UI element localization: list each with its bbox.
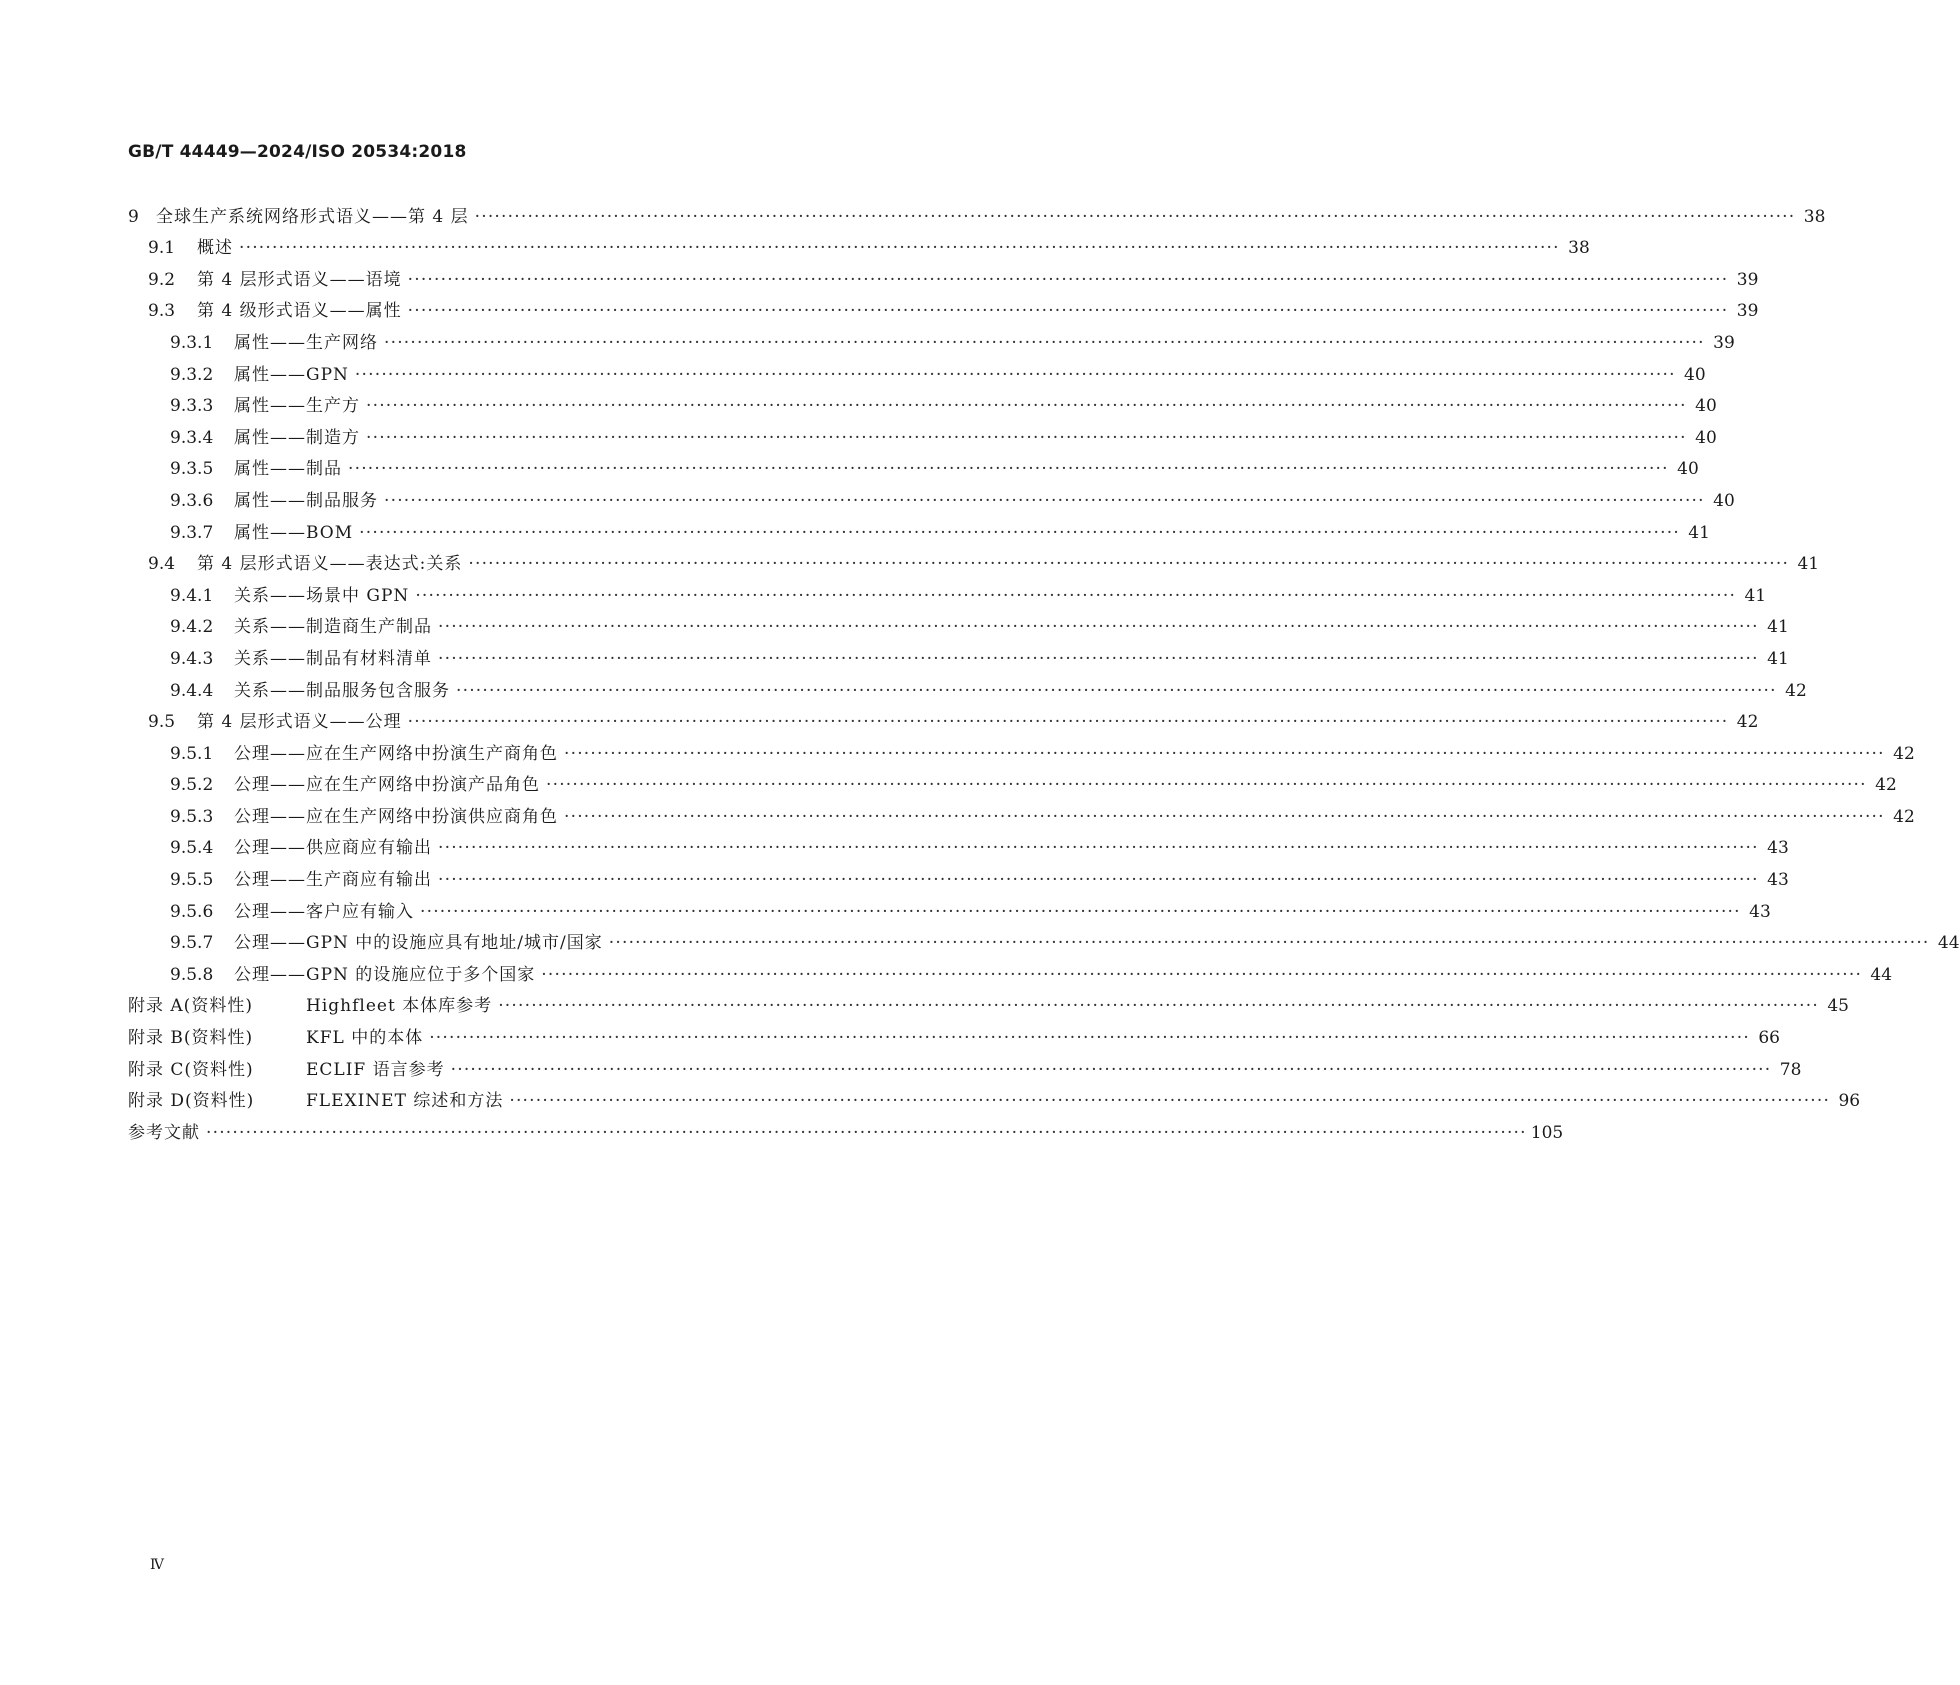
toc-entry[interactable] (128, 385, 1717, 417)
toc-entry[interactable] (128, 1111, 1564, 1143)
toc-dot-leader: ········································································································································································································ (429, 1028, 1750, 1049)
toc-entry-number: 9.5.4 (170, 838, 214, 859)
toc-entry-page: 40 (1695, 396, 1717, 417)
toc-entry-page: 41 (1767, 648, 1789, 669)
toc-entry-number: 9.3.1 (170, 332, 214, 353)
toc-entry-title: 公理——应在生产网络中扮演生产商角色 (234, 743, 558, 764)
toc-entry-title: 属性——生产网络 (234, 332, 378, 353)
toc-entry-number: 9.3 (148, 301, 176, 322)
toc-entry-title: 第 4 级形式语义——属性 (197, 301, 402, 322)
toc-entry-number: 9.5.1 (170, 743, 214, 764)
toc-entry-title: 属性——BOM (234, 522, 354, 543)
toc-entry-number: 9.5.8 (170, 964, 214, 985)
toc-entry-number: 9.4.4 (170, 680, 214, 701)
toc-dot-leader: ········································································································································································································ (384, 332, 1705, 353)
toc-entry[interactable] (128, 574, 1767, 606)
table-of-contents (128, 195, 1960, 1143)
toc-entry-number: 附录 B(资料性) (128, 1028, 254, 1049)
toc-entry-page: 39 (1713, 332, 1735, 353)
toc-entry[interactable] (128, 795, 1915, 827)
toc-dot-leader: ········································································································································································································ (415, 585, 1737, 606)
toc-entry-page: 38 (1568, 238, 1590, 259)
toc-entry-page: 42 (1893, 806, 1915, 827)
toc-entry-page: 42 (1893, 743, 1915, 764)
toc-entry-title: 第 4 层形式语义——表达式:关系 (197, 554, 463, 575)
toc-entry-page: 40 (1684, 364, 1706, 385)
toc-dot-leader: ········································································································································································································ (438, 838, 1759, 859)
toc-entry[interactable] (128, 290, 1759, 322)
toc-entry-number: 9.4.3 (170, 648, 214, 669)
toc-entry-title: 关系——制品有材料清单 (234, 648, 432, 669)
toc-dot-leader: ········································································································································································································ (239, 238, 1560, 259)
toc-dot-leader: ········································································································································································································ (564, 806, 1885, 827)
toc-entry-title: Highfleet 本体库参考 (306, 996, 493, 1017)
toc-dot-leader: ········································································································································································································ (541, 964, 1863, 985)
toc-entry-number: 9.3.4 (170, 427, 214, 448)
toc-dot-leader: ········································································································································································································ (438, 648, 1759, 669)
toc-entry-title: 公理——GPN 中的设施应具有地址/城市/国家 (234, 933, 603, 954)
toc-entry-page: 41 (1797, 554, 1820, 575)
toc-entry-page: 96 (1838, 1091, 1861, 1112)
toc-entry[interactable] (128, 416, 1717, 448)
toc-entry-number: 9.3.7 (170, 522, 214, 543)
toc-entry-page: 43 (1767, 838, 1789, 859)
toc-dot-leader: ········································································································································································································ (546, 775, 1867, 796)
toc-entry[interactable] (128, 543, 1820, 575)
toc-entry-title: 属性——制品服务 (234, 490, 378, 511)
toc-dot-leader: ········································································································································································································ (509, 1091, 1831, 1112)
page-header: GB/T 44449—2024/ISO 20534:2018 (128, 142, 467, 162)
toc-entry-title: 全球生产系统网络形式语义——第 4 层 (156, 206, 469, 227)
toc-entry-page: 105 (1530, 1122, 1564, 1143)
toc-dot-leader: ········································································································································································································ (450, 1059, 1772, 1080)
toc-entry-title: 公理——客户应有输入 (234, 901, 414, 922)
toc-entry-number: 附录 A(资料性) (128, 996, 253, 1017)
toc-entry-title: ECLIF 语言参考 (306, 1059, 445, 1080)
toc-entry[interactable] (128, 227, 1590, 259)
toc-entry-number: 9.4.2 (170, 617, 214, 638)
toc-entry-page: 44 (1937, 933, 1960, 954)
toc-dot-leader: ········································································································································································································ (498, 996, 1819, 1017)
toc-entry-page: 39 (1736, 269, 1759, 290)
toc-entry-title: 公理——生产商应有输出 (234, 870, 432, 891)
toc-entry[interactable] (128, 858, 1789, 891)
toc-entry[interactable] (128, 258, 1759, 290)
toc-entry[interactable] (128, 637, 1789, 669)
toc-entry-page: 40 (1695, 427, 1717, 448)
toc-dot-leader: ········································································································································································································ (407, 269, 1729, 290)
toc-entry-number: 9.5.2 (170, 775, 214, 796)
toc-entry-page: 66 (1758, 1028, 1780, 1049)
toc-entry-number: 9.5.5 (170, 870, 214, 891)
toc-entry[interactable] (128, 353, 1706, 385)
toc-entry-title: 第 4 层形式语义——语境 (197, 269, 402, 290)
toc-entry-number: 9.1 (148, 238, 176, 259)
toc-entry-number: 9.5.7 (170, 933, 214, 954)
toc-entry-number: 9.5 (148, 712, 176, 733)
toc-entry-number: 9.3.2 (170, 364, 214, 385)
toc-entry-title: 属性——制品 (234, 459, 342, 480)
toc-entry[interactable] (128, 1080, 1861, 1112)
toc-entry-number: 9.3.5 (170, 459, 214, 480)
toc-entry-number: 9.2 (148, 269, 176, 290)
toc-entry-page: 42 (1736, 712, 1759, 733)
toc-dot-leader: ········································································································································································································ (420, 901, 1741, 922)
toc-entry-page: 41 (1688, 522, 1710, 543)
toc-entry[interactable] (128, 511, 1710, 543)
toc-entry-page: 39 (1736, 301, 1759, 322)
toc-dot-leader: ········································································································································································································ (366, 427, 1687, 448)
toc-entry-title: 公理——供应商应有输出 (234, 838, 432, 859)
toc-entry-number: 9.3.6 (170, 490, 214, 511)
toc-entry[interactable] (128, 1048, 1802, 1080)
toc-dot-leader: ········································································································································································································ (206, 1122, 1527, 1143)
toc-entry-title: 关系——制造商生产制品 (234, 617, 432, 638)
toc-entry[interactable] (128, 732, 1915, 764)
toc-dot-leader: ········································································································································································································ (456, 680, 1777, 701)
toc-entry[interactable] (128, 764, 1897, 796)
toc-dot-leader: ········································································································································································································ (354, 364, 1676, 385)
toc-entry-number: 附录 C(资料性) (128, 1059, 254, 1080)
toc-entry[interactable] (128, 701, 1759, 733)
page-number: Ⅳ (150, 1557, 164, 1573)
toc-entry-title: FLEXINET 综述和方法 (306, 1091, 504, 1112)
toc-dot-leader: ········································································································································································································ (438, 617, 1759, 638)
toc-entry-title: 属性——生产方 (234, 396, 360, 417)
toc-entry-title: 概述 (197, 238, 233, 259)
toc-entry-number: 附录 D(资料性) (128, 1091, 255, 1112)
toc-entry[interactable] (128, 321, 1735, 353)
toc-dot-leader: ········································································································································································································ (608, 933, 1930, 954)
toc-entry-page: 44 (1870, 964, 1893, 985)
toc-dot-leader: ········································································································································································································ (366, 396, 1687, 417)
toc-entry[interactable] (128, 1016, 1780, 1049)
toc-entry-page: 41 (1744, 585, 1767, 606)
toc-dot-leader: ········································································································································································································ (564, 743, 1885, 764)
toc-entry[interactable] (128, 953, 1893, 985)
toc-entry[interactable] (128, 922, 1960, 954)
toc-entry-title: 参考文献 (128, 1122, 200, 1143)
toc-entry-page: 43 (1749, 901, 1771, 922)
toc-entry-number: 9.4.1 (170, 585, 214, 606)
toc-entry[interactable] (128, 985, 1849, 1017)
toc-entry-title: 属性——制造方 (234, 427, 360, 448)
toc-entry-number: 9.5.3 (170, 806, 214, 827)
toc-entry-title: 公理——应在生产网络中扮演供应商角色 (234, 806, 558, 827)
toc-dot-leader: ········································································································································································································ (468, 554, 1790, 575)
toc-entry-title: 属性——GPN (234, 364, 349, 385)
toc-entry[interactable] (128, 890, 1771, 922)
toc-entry-page: 45 (1827, 996, 1849, 1017)
toc-entry-title: 公理——应在生产网络中扮演产品角色 (234, 775, 540, 796)
toc-entry-page: 78 (1779, 1059, 1802, 1080)
toc-dot-leader: ········································································································································································································ (348, 459, 1669, 480)
toc-entry[interactable] (128, 479, 1735, 511)
toc-entry-page: 38 (1803, 206, 1826, 227)
toc-entry-page: 41 (1767, 617, 1789, 638)
toc-dot-leader: ········································································································································································································ (438, 870, 1759, 891)
toc-entry-page: 42 (1785, 680, 1807, 701)
toc-entry-page: 43 (1767, 870, 1789, 891)
toc-entry-title: 公理——GPN 的设施应位于多个国家 (234, 964, 536, 985)
toc-entry[interactable] (128, 606, 1789, 638)
toc-dot-leader: ········································································································································································································ (384, 490, 1705, 511)
toc-entry-page: 40 (1677, 459, 1699, 480)
toc-dot-leader: ········································································································································································································ (407, 301, 1729, 322)
toc-entry-page: 42 (1875, 775, 1897, 796)
toc-entry-title: KFL 中的本体 (306, 1028, 424, 1049)
toc-entry-title: 关系——制品服务包含服务 (234, 680, 450, 701)
toc-dot-leader: ········································································································································································································ (359, 522, 1680, 543)
toc-entry-number: 9.5.6 (170, 901, 214, 922)
toc-entry[interactable] (128, 827, 1789, 859)
toc-entry-title: 第 4 层形式语义——公理 (197, 712, 402, 733)
toc-entry[interactable] (128, 195, 1826, 227)
toc-entry-number: 9 (128, 206, 139, 227)
toc-dot-leader: ········································································································································································································ (474, 206, 1796, 227)
toc-entry-number: 9.4 (148, 554, 176, 575)
toc-entry-page: 40 (1713, 490, 1735, 511)
toc-entry-number: 9.3.3 (170, 396, 214, 417)
toc-dot-leader: ········································································································································································································ (407, 712, 1729, 733)
toc-entry-title: 关系——场景中 GPN (234, 585, 410, 606)
toc-entry[interactable] (128, 448, 1699, 480)
toc-entry[interactable] (128, 669, 1807, 701)
